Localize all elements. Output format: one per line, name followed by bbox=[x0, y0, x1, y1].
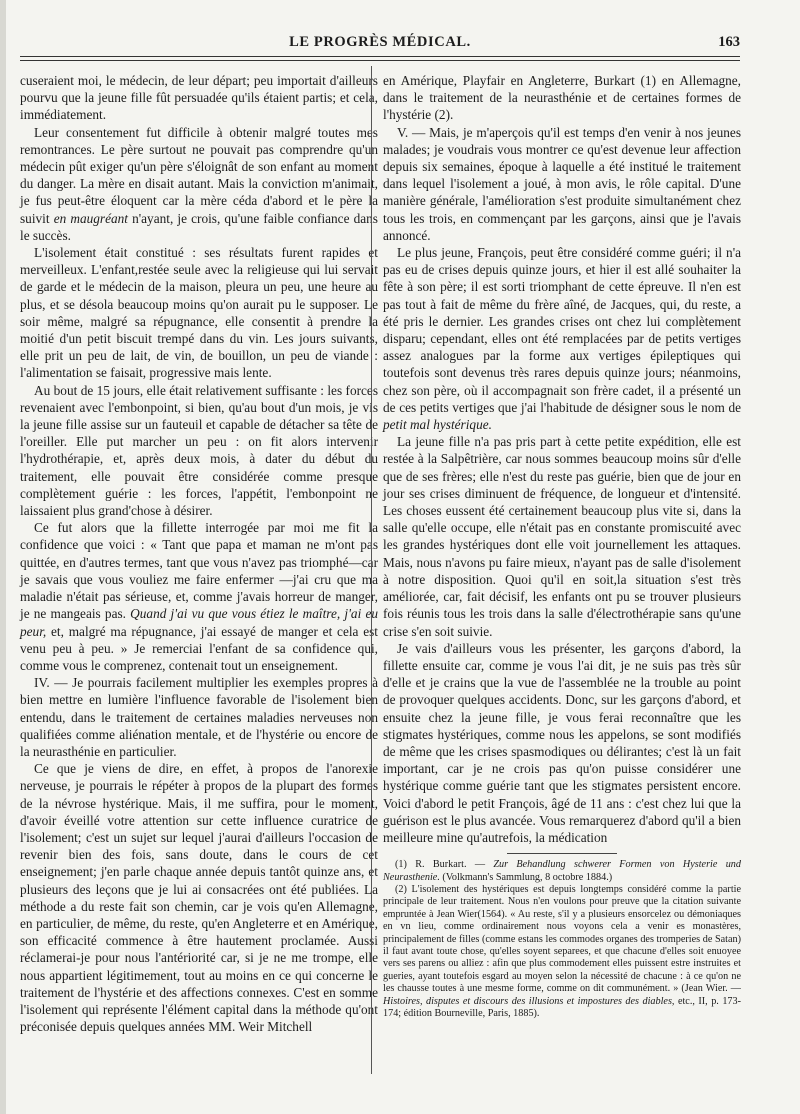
footnote-1: (1) R. Burkart. — Zur Behandlung schwerer Formen von Hysterie und Neurasthenie. (Volkmann's Sammlung, 8 octobre 1884.) bbox=[383, 859, 741, 883]
header-rule-bottom bbox=[20, 60, 740, 61]
paragraph: Je vais d'ailleurs vous les présenter, les garçons d'abord, la fillette ensuite car, comme je vous l'ai dit, je ne suis pas très sûr d'elle et je crains que la vue de l'assemblée ne la trouble au point de provoquer quelques accidents. Donc, sur les garçons d'abord, et ensuite chez la jeune fille, je vous ferai reconnaître que les stigmates hystériques, comme nous les appelons, se sont modifiés de même que les crises spasmodiques ou délirantes; c'est là un fait important, car je ne crois pas qu'on puisse considérer une hystérique comme guérie tant que les stigmates persistent encore. Voici d'abord le petit François, âgé de 11 ans : c'est chez lui que la guérison est le plus avancée. Vous remarquerez d'abord qu'il a bien meilleure mine qu'autrefois, la médication bbox=[383, 640, 741, 845]
italic-text: en maugréant bbox=[53, 210, 128, 226]
header-rule-top bbox=[20, 56, 740, 57]
paragraph: La jeune fille n'a pas pris part à cette petite expédition, elle est restée à la Salpêtrière, car nous sommes beaucoup moins sûr d'elle que de ses frères; elle n'est du reste pas guérie, bien que de jour en jour ses crises diminuent de fréquence, de longueur et d'intensité. Les choses eussent été certainement beaucoup plus vite si, dans la salle qu'elle occupe, elle n'était pas en constante promiscuité avec les grandes hystériques dont elle voit journellement les attaques. Mais, nous n'avons pu faire mieux, n'ayant pas de salle d'isolement à notre disposition. Quoi qu'il en soit,la situation s'est très améliorée, car, fait décisif, les enfants ont pu se trouver plusieurs fois réunis tous les trois dans la salle d'électrothérapie sans qu'une crise s'en soit suivie. bbox=[383, 434, 741, 639]
footnote-rule bbox=[507, 853, 617, 854]
section-paragraph: V. — Mais, je m'aperçois qu'il est temps d'en venir à nos jeunes malades; je voudrais vous montrer ce qu'est devenue leur affection depuis six semaines, époque à laquelle a été institué le traitement dans lequel l'isolement a joué, à mon avis, le rôle capital. D'une manière générale, l'amélioration s'est produite simultanément chez tous les trois, en commençant par les garçons, ainsi que je l'avais annoncé. bbox=[383, 124, 741, 243]
left-column bbox=[20, 72, 378, 1035]
paragraph: Ce fut alors que la fillette interrogée par moi me fit la confidence que voici : « Tant que papa et maman ne m'ont pas quittée, en d'autres termes, tant que vous n'avez pas triomphé—car je savais que vous vouliez me faire enfermer —j'ai cru que ma maladie n'était pas sérieuse, et, comme j'avais horreur de manger, je ne mangeais pas. Quand j'ai vu que vous étiez le maître, j'ai eu peur, et, malgré ma répugnance, j'ai essayé de manger et cela est venu peu à peu. » Je remerciai l'enfant de sa confidence qui, comme vous le comprenez, contenait tout un enseignement. bbox=[20, 520, 378, 673]
footnotes bbox=[383, 859, 741, 1020]
italic-text: Quand j'ai vu que vous étiez le maître, j'ai eu peur, bbox=[20, 606, 378, 639]
footnote-2: (2) L'isolement des hystériques est depuis longtemps considéré comme la partie principale de leur traitement. Nous n'en voulons pour preuve que la citation suivante empruntée à Jean Wier(1564). « Au reste, s'il y a plusieurs ensorcelez ou démoniaques en vn lieu, comme ordinairement nous voyons cela a venir es monastères, principalement de filles (comme estans les commodes organes des tromperies de Satan) il faut avant toute chose, qu'elles soyent separees, et que chacune d'elles soit enuoyee vers ses parens ou alliez : afin que plus commodement elles puissent estre instruites et gueries, ayant toutefois esgard au moyen selon la nécessité de chacune : à ce qu'on ne les chausse toutes à une mesme forme, comme on dit communément. » (Jean Wier. — Histoires, disputes et discours des illusions et impostures des diables, etc., II, p. 173-174; édition Bourneville, Paris, 1885). bbox=[383, 883, 741, 1020]
paragraph: Au bout de 15 jours, elle était relativement suffisante : les forces revenaient avec l'embonpoint, si bien, qu'au bout d'un mois, je vis la jeune fille assise sur un fauteuil et capable de détacher sa tête de l'oreiller. Elle put marcher un peu : on fit alors intervenir l'hydrothérapie, et, après deux mois, à dater du début du traitement, elle pouvait être considérée comme presque complètement guérie : les forces, l'appétit, l'embonpoint ne laissaient plus grand'chose à désirer. bbox=[20, 382, 378, 519]
paragraph: Leur consentement fut difficile à obtenir malgré toutes mes remontrances. Le père surtout ne pouvait pas comprendre qu'un médecin pût exiger qu'un père s'éloignât de son enfant au moment du danger. La mère en disait autant. Mais la conviction m'animait, je fus peut-être éloquent car la mère céda d'abord et le père la suivit en maugréant n'ayant, je crois, qu'une faible confiance dans le succès. bbox=[20, 124, 378, 243]
page-number: 163 bbox=[718, 34, 740, 50]
paragraph: cuseraient moi, le médecin, de leur départ; peu importait d'ailleurs pourvu que la jeune fille fût persuadée qu'ils étaient partis; et cela, immédiatement. bbox=[20, 73, 378, 123]
column-divider bbox=[371, 66, 372, 1074]
running-title: LE PROGRÈS MÉDICAL. bbox=[289, 34, 471, 50]
italic-text: petit mal hystérique. bbox=[383, 417, 492, 433]
right-column bbox=[383, 72, 741, 1020]
italic-text: Histoires, disputes et discours des illusions et impostures des diables, bbox=[383, 995, 675, 1007]
page-header bbox=[20, 34, 740, 56]
paragraph: Ce que je viens de dire, en effet, à propos de l'anorexie nerveuse, je pourrais le répéter à propos de la plupart des formes de la névrose hystérique. Mais, il me suffira, pour le moment, d'avoir éveillé votre attention sur cette influence curatrice de l'isolement; c'est un sujet sur lequel j'aurai d'ailleurs l'occasion de revenir bien des fois, sans doute, dans le cours de cet enseignement; j'en parle chaque année depuis tantôt quinze ans, et plusieurs des leçons que je lui ai consacrées ont été publiées. La méthode a du reste fait son chemin, car je vois qu'en Allemagne, en particulier, de même, du reste, qu'en Angleterre et en Amérique, son efficacité commence à être hautement proclamée. Aussi réclamerai-je pour nous l'antériorité car, si je ne me trompe, elle nous appartient légitimement, tout au moins en ce qui concerne le traitement de l'hystérie et des affections connexes. C'est en somme l'isolement qui représente l'élément capital dans la méthode qu'ont préconisée depuis quelques années MM. Weir Mitchell bbox=[20, 761, 378, 1035]
italic-text: Zur Behandlung schwerer Formen von Hysterie und Neurasthenie. bbox=[383, 859, 741, 883]
page-left-edge bbox=[0, 0, 6, 1114]
paragraph: Le plus jeune, François, peut être considéré comme guéri; il n'a pas eu de crises depuis quinze jours, et hier il est allé souhaiter la fête à son père; il est sorti triomphant de cette épreuve. Il n'en est pas tout à fait de même du frère aîné, de Jacques, qui, du reste, a été pris le dernier. Les grandes crises ont chez lui complètement disparu; cependant, elles ont été remplacées par de petits vertiges assez analogues par la forme aux vertiges épileptiques qui toutefois sont devenus très rares depuis quinze jours; néanmoins, chez son père, où il accompagnait son frère cadet, il a présenté un de ces petits vertiges que j'ai l'habitude de désigner sous le nom de petit mal hystérique. bbox=[383, 245, 741, 433]
section-paragraph: IV. — Je pourrais facilement multiplier les exemples propres à bien mettre en lumière l'influence favorable de l'isolement bien entendu, dans le traitement de certaines maladies nerveuses non qualifiées comme aliénation mentale, et de l'hystérie ou encore de la neurasthénie en particulier. bbox=[20, 675, 378, 759]
paragraph: en Amérique, Playfair en Angleterre, Burkart (1) en Allemagne, dans le traitement de la neurasthénie et de certaines formes de l'hystérie (2). bbox=[383, 73, 741, 123]
paragraph: L'isolement était constitué : ses résultats furent rapides et merveilleux. L'enfant,restée seule avec la religieuse qui lui servait de garde et le médecin de la maison, pleura un peu, une heure au plus, et se désola beaucoup moins qu'on aurait pu le supposer. Le soir même, malgré sa répugnance, elle consentit à prendre la moitié d'un petit biscuit trempé dans du vin. Les jours suivants, elle prit un peu de lait, de vin, de bouillon, un peu de viande : l'alimentation se faisait, progressive mais lente. bbox=[20, 245, 378, 381]
